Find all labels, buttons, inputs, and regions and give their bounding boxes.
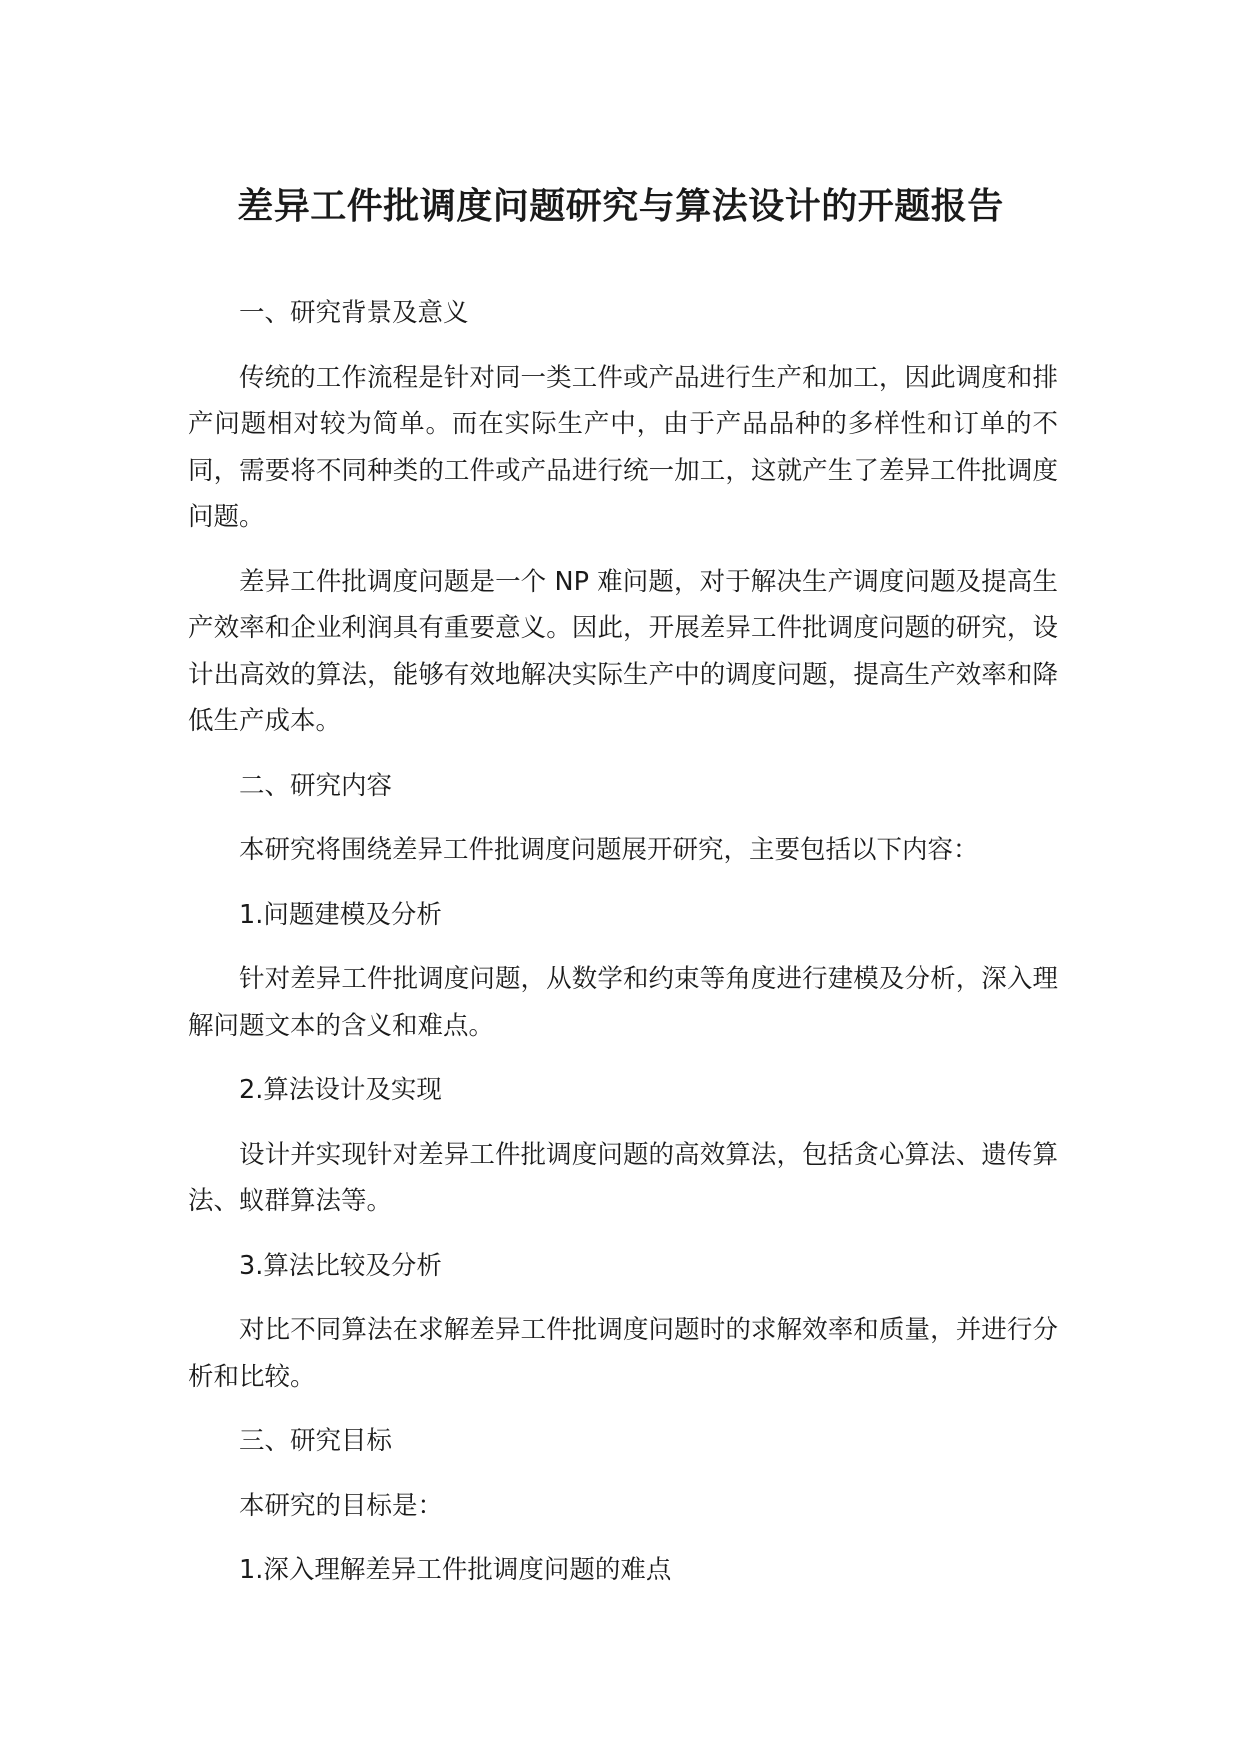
paragraph-algorithm-design: 设计并实现针对差异工件批调度问题的高效算法，包括贪心算法、遗传算法、蚁群算法等。	[188, 1139, 1058, 1216]
paragraph-background-2: 差异工件批调度问题是一个 NP 难问题，对于解决生产调度问题及提高生产效率和企业利润具有重要意义。因此，开展差异工件批调度问题的研究，设计出高效的算法，能够有效地解决实际生产中的调度问题，提高生产效率和降低生产成本。	[188, 566, 1058, 736]
section-heading-goals: 三、研究目标	[239, 1426, 393, 1456]
paragraph-content-intro: 本研究将围绕差异工件批调度问题展开研究，主要包括以下内容：	[239, 835, 979, 865]
document-body	[188, 290, 1058, 1612]
section-heading-background: 一、研究背景及意义	[239, 298, 469, 328]
paragraph-algorithm-comparison: 对比不同算法在求解差异工件批调度问题时的求解效率和质量，并进行分析和比较。	[188, 1315, 1058, 1392]
paragraph-goals-intro: 本研究的目标是：	[239, 1490, 444, 1521]
document-title: 差异工件批调度问题研究与算法设计的开题报告	[237, 186, 1004, 227]
section-heading-content: 二、研究内容	[239, 770, 393, 801]
subheading-algorithm-design: 2.算法设计及实现	[239, 1075, 442, 1105]
paragraph-background-1: 传统的工作流程是针对同一类工件或产品进行生产和加工，因此调度和排产问题相对较为简单。而在实际生产中，由于产品品种的多样性和订单的不同，需要将不同种类的工件或产品进行统一加工，这就产生了差异工件批调度问题。	[188, 362, 1058, 532]
subheading-modeling: 1.问题建模及分析	[239, 899, 442, 930]
subheading-goal-1: 1.深入理解差异工件批调度问题的难点	[239, 1555, 672, 1585]
subheading-algorithm-comparison: 3.算法比较及分析	[239, 1250, 442, 1281]
paragraph-modeling: 针对差异工件批调度问题，从数学和约束等角度进行建模及分析，深入理解问题文本的含义和难点。	[188, 964, 1058, 1041]
